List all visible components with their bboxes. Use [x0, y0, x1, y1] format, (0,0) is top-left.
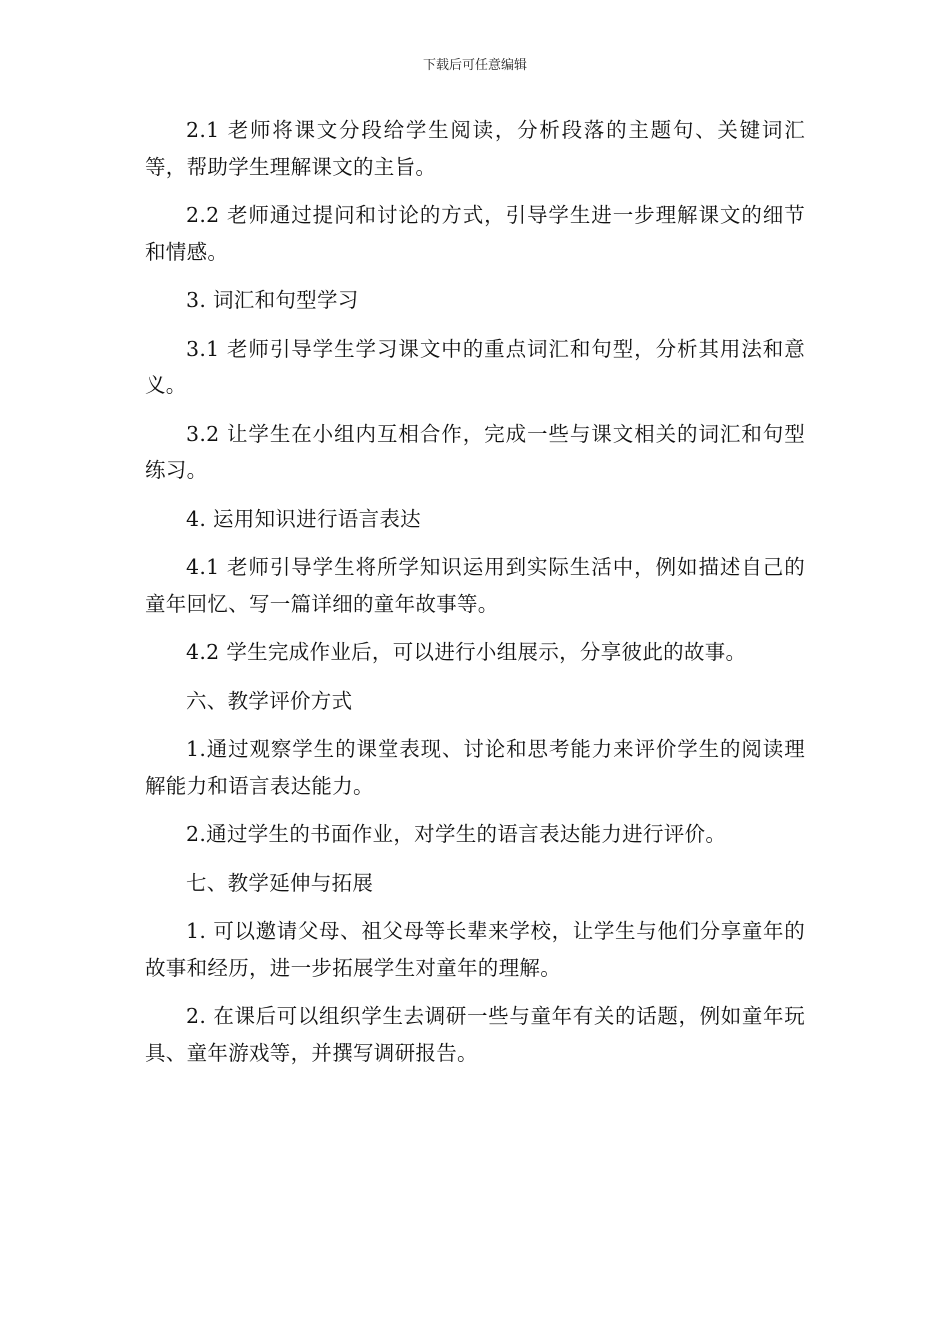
heading-vocabulary-sentence-study: 3. 词汇和句型学习	[186, 288, 359, 312]
document-body	[145, 112, 805, 1083]
paragraph-3-1: 3.1 老师引导学生学习课文中的重点词汇和句型，分析其用法和意义。	[145, 336, 805, 397]
paragraph-2-2: 2.2 老师通过提问和讨论的方式，引导学生进一步理解课文的细节和情感。	[145, 203, 805, 264]
paragraph-2-1: 2.1 老师将课文分段给学生阅读，分析段落的主题句、关键词汇等，帮助学生理解课文的主旨。	[145, 118, 805, 179]
extension-item-2: 2. 在课后可以组织学生去调研一些与童年有关的话题，例如童年玩具、童年游戏等，并撰写调研报告。	[145, 1004, 805, 1065]
section-heading-extension: 七、教学延伸与拓展	[186, 870, 374, 895]
paragraph-4-1: 4.1 老师引导学生将所学知识运用到实际生活中，例如描述自己的童年回忆、写一篇详细的童年故事等。	[145, 555, 805, 616]
evaluation-item-1: 1.通过观察学生的课堂表现、讨论和思考能力来评价学生的阅读理解能力和语言表达能力。	[145, 737, 805, 798]
evaluation-item-2: 2.通过学生的书面作业，对学生的语言表达能力进行评价。	[186, 822, 727, 846]
paragraph-4-2: 4.2 学生完成作业后，可以进行小组展示，分享彼此的故事。	[186, 640, 747, 664]
section-heading-evaluation: 六、教学评价方式	[186, 688, 353, 713]
extension-item-1: 1. 可以邀请父母、祖父母等长辈来学校，让学生与他们分享童年的故事和经历，进一步拓展学生对童年的理解。	[145, 919, 805, 980]
paragraph-3-2: 3.2 让学生在小组内互相合作，完成一些与课文相关的词汇和句型练习。	[145, 421, 805, 482]
heading-language-expression: 4. 运用知识进行语言表达	[186, 506, 421, 531]
page-header: 下载后可任意编辑	[422, 58, 527, 73]
